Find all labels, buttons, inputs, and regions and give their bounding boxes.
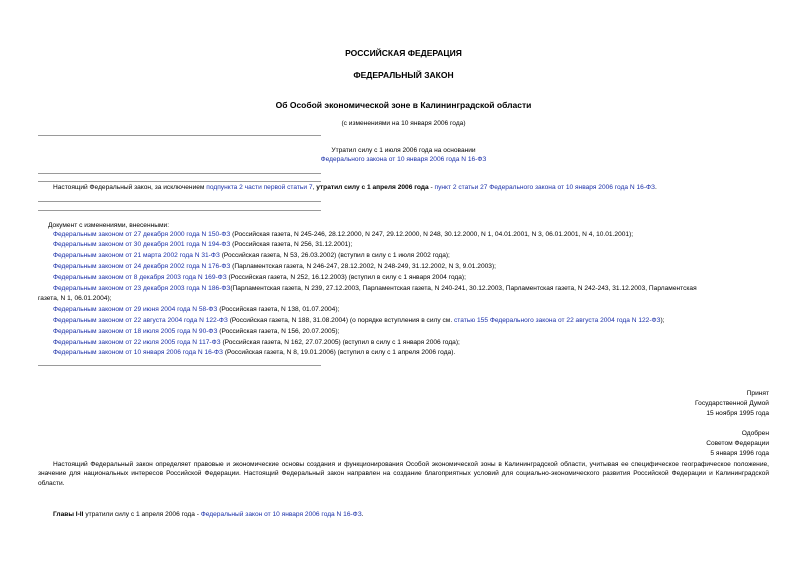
amendment-source: (Российская газета, N 8, 19.01.2006) (вступил в силу с 1 апреля 2006 года). bbox=[223, 349, 456, 356]
intro-bold-text: утратил силу с 1 апреля 2006 года bbox=[316, 184, 429, 191]
amendment-item bbox=[53, 273, 466, 282]
chapters-text: . bbox=[361, 511, 364, 518]
amendment-item bbox=[53, 251, 450, 260]
amendment-source: (Российская газета, N 162, 27.07.2005) (вступил в силу с 1 января 2006 года); bbox=[220, 339, 460, 346]
amendment-source: (Российская газета, N 138, 01.07.2004); bbox=[217, 306, 340, 313]
divider bbox=[38, 173, 321, 174]
amendment-source: ); bbox=[660, 317, 665, 324]
amendment-item bbox=[53, 284, 697, 293]
amendment-law-link[interactable]: Федеральным законом от 22 августа 2004 года N 122-ФЗ bbox=[53, 317, 228, 324]
amendment-source: (Российская газета, N 256, 31.12.2001); bbox=[230, 241, 353, 248]
amendment-law-link[interactable]: Федеральным законом от 10 января 2006 года N 16-ФЗ bbox=[53, 349, 223, 356]
accepted-by: Государственной Думой bbox=[695, 400, 769, 407]
amendments-label: Документ с изменениями, внесенными: bbox=[48, 222, 170, 229]
divider bbox=[38, 201, 321, 202]
chapters-text: утратили силу с 1 апреля 2006 года - bbox=[83, 511, 201, 518]
amendment-source: (Парламентская газета, N 239, 27.12.2003, Парламентская газета, N 240-241, 30.12.2003, Парламентская газета, N 242-243, 31.12.2003, Парламентская bbox=[230, 285, 697, 292]
intro-text: . bbox=[655, 184, 657, 191]
amendment-item bbox=[53, 316, 665, 325]
amendment-item bbox=[53, 348, 455, 357]
amendment-law-link[interactable]: Федеральным законом от 18 июля 2005 года N 90-ФЗ bbox=[53, 328, 218, 335]
intro-paragraph bbox=[53, 183, 657, 192]
amendment-item-continuation: газета, N 1, 06.01.2004); bbox=[38, 295, 112, 302]
amendment-item bbox=[53, 327, 339, 336]
amendment-item bbox=[53, 338, 460, 347]
amendment-law-link[interactable]: Федеральным законом от 21 марта 2002 года N 31-ФЗ bbox=[53, 252, 220, 259]
amendment-item bbox=[53, 230, 633, 239]
doc-type-heading: ФЕДЕРАЛЬНЫЙ ЗАКОН bbox=[353, 70, 454, 80]
amendment-law-link[interactable]: Федеральным законом от 27 декабря 2000 года N 150-ФЗ bbox=[53, 231, 231, 238]
expiry-law-link[interactable]: Федерального закона от 10 января 2006 года N 16-ФЗ bbox=[320, 156, 487, 163]
intro-text: - bbox=[428, 184, 435, 191]
chapters-note bbox=[53, 510, 364, 519]
preamble-paragraph: Настоящий Федеральный закон определяет правовые и экономические основы создания и функционирования Особой экономической зоны в Калининградской области, учитывая ее специфическое географическое положение, значение для национальных интересов Российской Федерации. Настоящий Федеральный закон направлен на создание благоприятных условий для социально-экономического развития Российской Федерации и Калининградской области. bbox=[38, 461, 769, 487]
amendment-law-link[interactable]: Федеральным законом от 8 декабря 2003 года N 169-ФЗ bbox=[53, 274, 227, 281]
divider bbox=[38, 135, 321, 136]
article-155-link[interactable]: статью 155 Федерального закона от 22 августа 2004 года N 122-ФЗ bbox=[454, 317, 661, 324]
amendment-law-link[interactable]: Федеральным законом от 23 декабря 2003 года N 186-ФЗ bbox=[53, 285, 231, 292]
law-title: Об Особой экономической зоне в Калининградской области bbox=[275, 100, 532, 110]
amend-note: (с изменениями на 10 января 2006 года) bbox=[341, 120, 466, 127]
article-27-link[interactable]: пункт 2 статьи 27 Федерального закона от 10 января 2006 года N 16-ФЗ bbox=[434, 184, 656, 191]
amendment-source: (Российская газета, N 252, 16.12.2003) (вступил в силу с 1 января 2004 года); bbox=[226, 274, 466, 281]
amendment-law-link[interactable]: Федеральным законом от 22 июля 2005 года N 117-ФЗ bbox=[53, 339, 221, 346]
amendment-law-link[interactable]: Федеральным законом от 29 июня 2004 года N 58-ФЗ bbox=[53, 306, 218, 313]
divider bbox=[38, 210, 321, 211]
amendment-item bbox=[53, 305, 339, 314]
chapters-law-link[interactable]: Федеральный закон от 10 января 2006 года N 16-ФЗ bbox=[200, 511, 362, 518]
amendment-source: (Российская газета, N 156, 20.07.2005); bbox=[217, 328, 340, 335]
amendment-item bbox=[53, 262, 496, 271]
country-heading: РОССИЙСКАЯ ФЕДЕРАЦИЯ bbox=[345, 48, 462, 58]
intro-text: , bbox=[312, 184, 317, 191]
chapters-bold-text: Главы I-II bbox=[53, 511, 84, 518]
amendment-law-link[interactable]: Федеральным законом от 30 декабря 2001 года N 194-ФЗ bbox=[53, 241, 231, 248]
amendment-source: (Российская газета, N 188, 31.08.2004) (о порядке вступления в силу см. bbox=[227, 317, 454, 324]
subparagraph-link[interactable]: подпункта 2 части первой статьи 7 bbox=[206, 184, 313, 191]
approved-date: 5 января 1996 года bbox=[710, 450, 769, 457]
approved-by: Советом Федерации bbox=[706, 440, 769, 447]
divider bbox=[38, 181, 321, 182]
intro-text: Настоящий Федеральный закон, за исключением bbox=[53, 184, 207, 191]
amendment-source: (Российская газета, N 245-246, 28.12.2000, N 247, 29.12.2000, N 248, 30.12.2000, N 1, 04.01.2001, N 3, 06.01.2001, N 4, 10.01.2001); bbox=[230, 231, 634, 238]
amendment-item bbox=[53, 240, 352, 249]
divider bbox=[38, 365, 321, 366]
accepted-date: 15 ноября 1995 года bbox=[706, 410, 769, 417]
expiry-line: Утратил силу с 1 июля 2006 года на основании bbox=[331, 147, 476, 154]
approved-label: Одобрен bbox=[741, 430, 769, 437]
amendment-source: (Парламентская газета, N 246-247, 28.12.2002, N 248-249, 31.12.2002, N 3, 9.01.2003); bbox=[230, 263, 496, 270]
accepted-label: Принят bbox=[746, 390, 769, 397]
amendment-source: (Российская газета, N 53, 26.03.2002) (вступил в силу с 1 июля 2002 года); bbox=[219, 252, 450, 259]
amendment-law-link[interactable]: Федеральным законом от 24 декабря 2002 года N 176-ФЗ bbox=[53, 263, 231, 270]
